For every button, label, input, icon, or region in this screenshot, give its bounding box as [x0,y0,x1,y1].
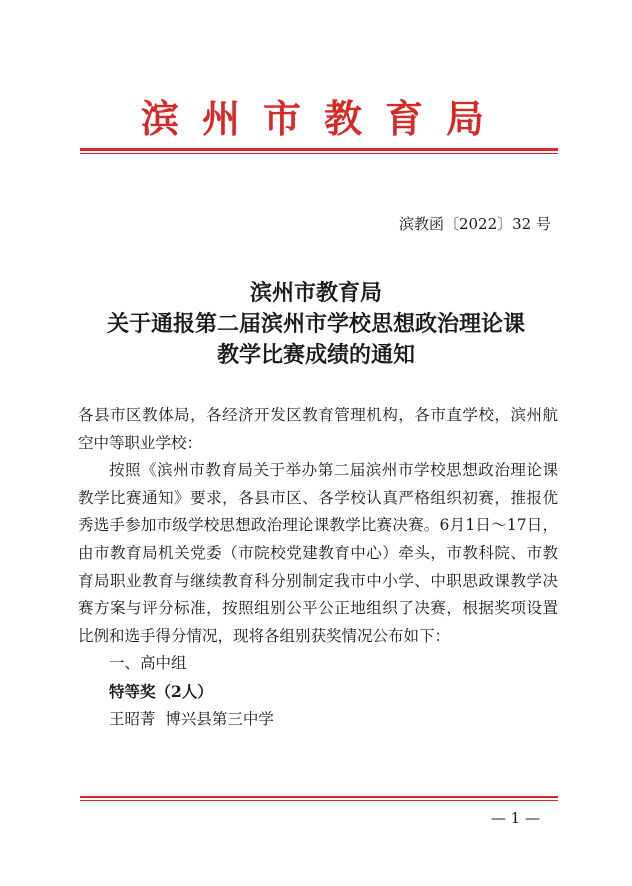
document-body [78,402,558,733]
masthead-rule-thin [80,153,558,154]
document-title [0,278,632,371]
title-line-2: 关于通报第二届滨州市学校思想政治理论课 [106,311,525,337]
section-heading: 一、高中组 [109,654,187,673]
footer-rule-thick [80,796,558,798]
winner-school: 博兴县第三中学 [165,709,274,728]
salutation: 各县市区教体局，各经济开发区教育管理机构，各市直学校，滨州航空中等职业学校： [78,406,558,452]
masthead-rule-thick [80,148,558,151]
title-line-3: 教学比赛成绩的通知 [216,342,415,368]
winner-entry [78,706,558,734]
masthead-title: 滨州市教育局 [140,96,507,141]
winner-name: 王昭菁 [109,709,156,728]
document-number: 滨教函〔2022〕32 号 [398,215,551,233]
title-line-1: 滨州市教育局 [249,280,382,306]
page-number: — 1 — [490,809,540,827]
body-paragraph: 按照《滨州市教育局关于举办第二届滨州市学校思想政治理论课教学比赛通知》要求，各县市区、各学校认真严格组织初赛，推报优秀选手参加市级学校思想政治理论课教学比赛决赛。6月1日～17日，由市教育局机关党委（市院校党建教育中心）牵头，市教科院、市教育局职业教育与继续教育科分别制定我市中小学、中职思政课教学决赛方案与评分标准，按照组别公平公正地组织了决赛，根据奖项设置比例和选手得分情况，现将各组别获奖情况公布如下： [78,461,558,645]
award-heading: 特等奖（2人） [109,681,213,701]
footer-rule-thin [80,800,558,801]
